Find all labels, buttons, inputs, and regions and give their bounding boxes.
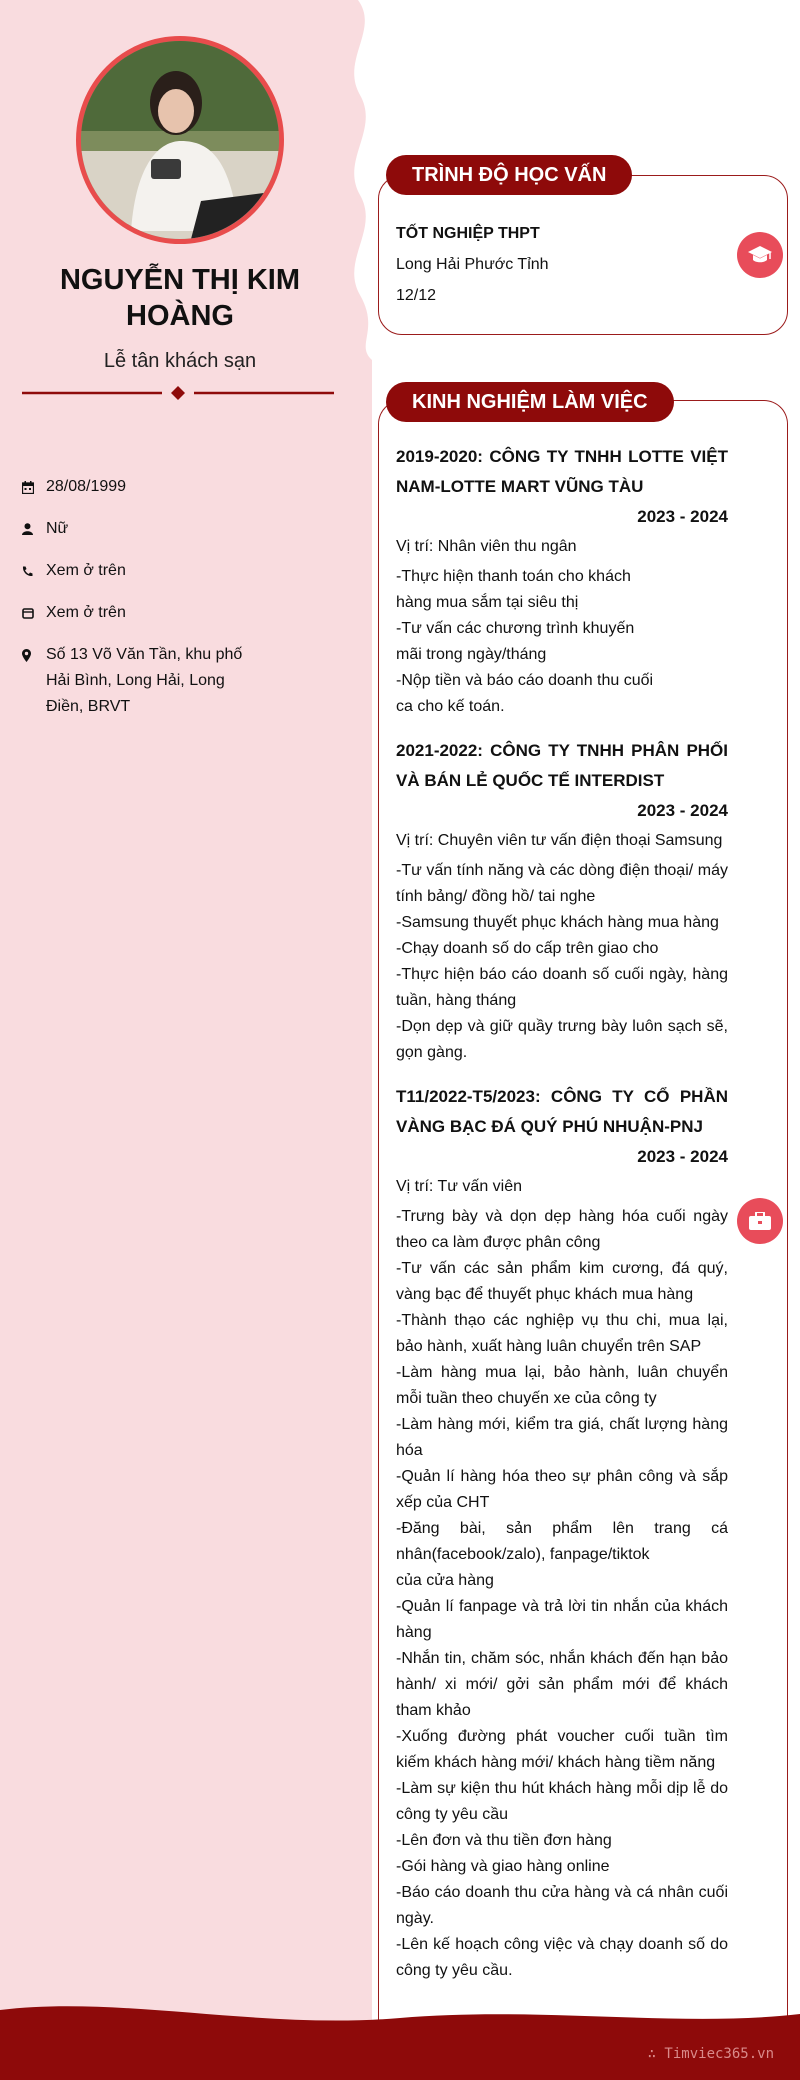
graduation-cap-icon <box>737 232 783 278</box>
education-title: TRÌNH ĐỘ HỌC VẤN <box>386 155 632 195</box>
experience-list <box>396 442 728 2000</box>
job-duty: -Làm sự kiện thu hút khách hàng mỗi dịp lễ do công ty yêu cầu <box>396 1780 728 1823</box>
job-duty: -Dọn dẹp và giữ quầy trưng bày luôn sạch sẽ, gọn gàng. <box>396 1018 728 1061</box>
job-entry <box>396 442 728 720</box>
briefcase-icon <box>737 1198 783 1244</box>
job-duty: -Báo cáo doanh thu cửa hàng và cá nhân cuối ngày. <box>396 1884 728 1927</box>
info-phone <box>22 558 262 584</box>
job-duty: -Quản lí fanpage và trả lời tin nhắn của khách hàng <box>396 1598 728 1641</box>
job-duty: -Đăng bài, sản phẩm lên trang cá nhân(facebook/zalo), fanpage/tiktok <box>396 1520 728 1563</box>
job-entry <box>396 1082 728 1984</box>
job-duty: -Lên đơn và thu tiền đơn hàng <box>396 1832 612 1849</box>
info-birthdate <box>22 474 262 500</box>
email-icon <box>22 600 46 626</box>
job-entry <box>396 736 728 1066</box>
job-duty: -Tư vấn các sản phẩm kim cương, đá quý, vàng bạc để thuyết phục khách mua hàng <box>396 1260 728 1303</box>
job-title: T11/2022-T5/2023: CÔNG TY CỔ PHẦN VÀNG BẠC ĐÁ QUÝ PHÚ NHUẬN-PNJ <box>396 1087 728 1136</box>
location-icon <box>22 642 46 668</box>
job-duty: -Làm hàng mua lại, bảo hành, luân chuyển mỗi tuần theo chuyến xe của công ty <box>396 1364 728 1407</box>
job-duty: -Thành thạo các nghiệp vụ thu chi, mua lại, bảo hành, xuất hàng luân chuyển trên SAP <box>396 1312 728 1355</box>
job-duty: -Làm hàng mới, kiểm tra giá, chất lượng hàng hóa <box>396 1416 728 1459</box>
watermark-text: Timviec365.vn <box>664 2046 774 2062</box>
job-duty: -Quản lí hàng hóa theo sự phân công và sắp xếp của CHT <box>396 1468 728 1511</box>
candidate-name: NGUYỄN THỊ KIM HOÀNG <box>59 264 301 332</box>
watermark: ∴ Timviec365.vn <box>647 2046 774 2062</box>
info-text: Xem ở trên <box>46 604 126 621</box>
job-duty: -Gói hàng và giao hàng online <box>396 1858 610 1875</box>
experience-title: KINH NGHIỆM LÀM VIỆC <box>386 382 674 422</box>
job-position: Vị trí: Nhân viên thu ngân <box>396 538 577 555</box>
job-duty: -Thực hiện báo cáo doanh số cuối ngày, hàng tuần, hàng tháng <box>396 966 728 1009</box>
info-gender <box>22 516 262 542</box>
info-text: Xem ở trên <box>46 562 126 579</box>
job-duty: -Lên kế hoạch công việc và chạy doanh số do công ty yêu cầu. <box>396 1936 728 1979</box>
candidate-role: Lễ tân khách sạn <box>103 350 257 372</box>
education-degree: TỐT NGHIỆP THPT <box>396 225 540 242</box>
job-duty: -Tư vấn các chương trình khuyến mãi trong ngày/tháng <box>396 620 635 663</box>
footer-wave <box>0 2000 800 2080</box>
job-duty: của cửa hàng <box>396 1572 494 1589</box>
name-divider <box>22 386 334 400</box>
education-grade: 12/12 <box>396 287 437 304</box>
job-years: 2023 - 2024 <box>637 801 728 820</box>
info-text: Số 13 Võ Văn Tần, khu phố Hải Bình, Long Hải, Long Điền, BRVT <box>46 646 243 715</box>
job-duty: -Tư vấn tính năng và các dòng điện thoại/ máy tính bảng/ đồng hồ/ tai nghe <box>396 862 728 905</box>
info-email <box>22 600 262 626</box>
job-duty: -Thực hiện thanh toán cho khách hàng mua sắm tại siêu thị <box>396 568 631 611</box>
info-address <box>22 642 262 720</box>
job-duty: -Nộp tiền và báo cáo doanh thu cuối ca cho kế toán. <box>396 672 654 715</box>
job-position: Vị trí: Chuyên viên tư vấn điện thoại Samsung <box>396 832 723 849</box>
phone-icon <box>22 558 46 584</box>
job-years: 2023 - 2024 <box>637 1147 728 1166</box>
profile-photo <box>76 36 284 244</box>
calendar-icon <box>22 474 46 500</box>
job-years: 2023 - 2024 <box>637 507 728 526</box>
job-duty: -Samsung thuyết phục khách hàng mua hàng <box>396 914 719 931</box>
info-text: 28/08/1999 <box>46 478 127 495</box>
job-duty: -Chạy doanh số do cấp trên giao cho <box>396 940 659 957</box>
user-icon <box>22 516 46 542</box>
info-text: Nữ <box>46 520 69 537</box>
job-position: Vị trí: Tư vấn viên <box>396 1178 523 1195</box>
contact-info <box>22 474 262 736</box>
education-school: Long Hải Phước Tỉnh <box>396 256 549 273</box>
job-title: 2021-2022: CÔNG TY TNHH PHÂN PHỐI VÀ BÁN LẺ QUỐC TẾ INTERDIST <box>396 741 728 790</box>
job-duty: -Nhắn tin, chăm sóc, nhắn khách đến hạn bảo hành/ xi mới/ gởi sản phẩm mới để khách tham khảo <box>396 1650 728 1719</box>
job-title: 2019-2020: CÔNG TY TNHH LOTTE VIỆT NAM-LOTTE MART VŨNG TÀU <box>396 447 728 496</box>
job-duty: -Trưng bày và dọn dẹp hàng hóa cuối ngày theo ca làm được phân công <box>396 1208 728 1251</box>
education-entry <box>396 218 726 311</box>
job-duty: -Xuống đường phát voucher cuối tuần tìm kiếm khách hàng mới/ khách hàng tiềm năng <box>396 1728 728 1771</box>
